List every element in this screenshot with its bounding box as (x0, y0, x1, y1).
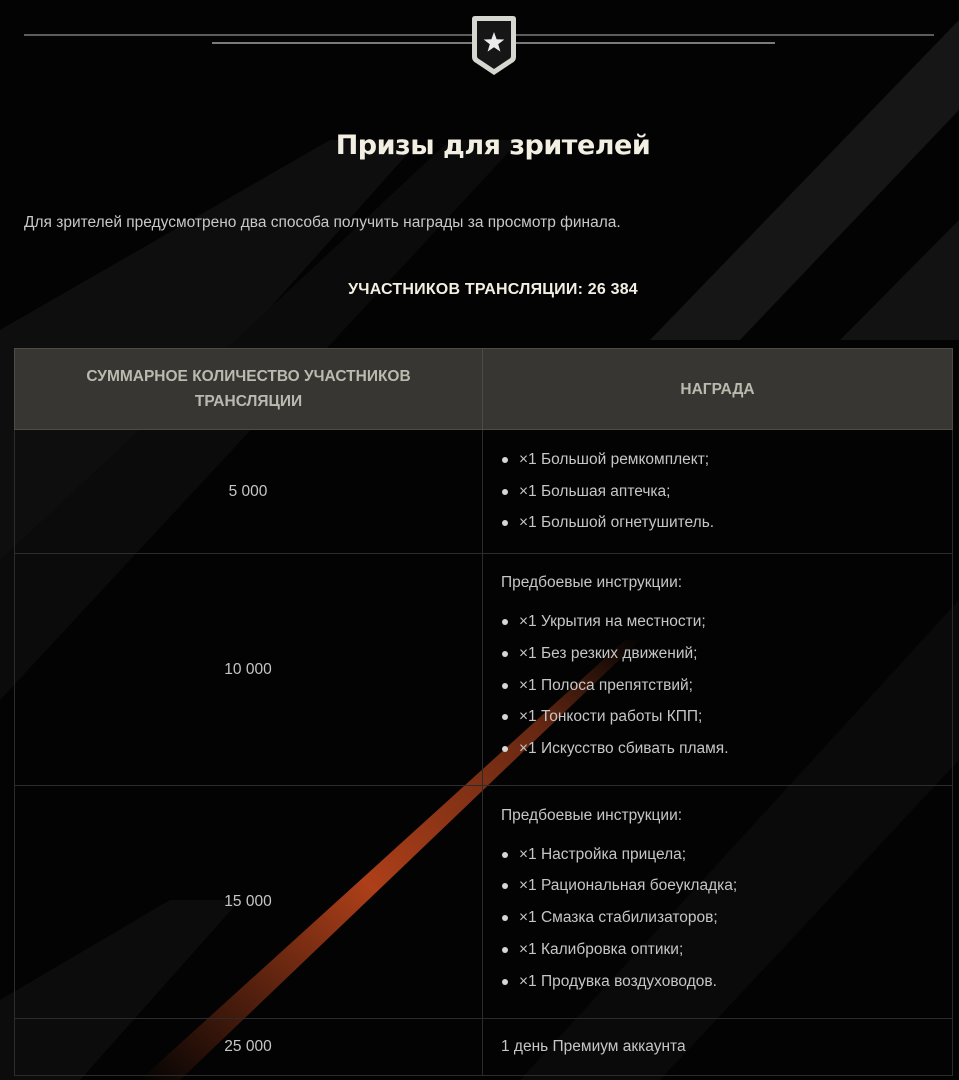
list-item: ×1 Продувка воздуховодов. (501, 966, 934, 998)
intro-text: Для зрителей предусмотрено два способа получить награды за просмотр финала. (24, 214, 621, 231)
list-item: ×1 Калибровка оптики; (501, 934, 934, 966)
page-title: Призы для зрителей (335, 130, 651, 161)
threshold-cell: 25 000 (15, 1019, 483, 1076)
table-row (15, 554, 953, 786)
reward-cell (483, 786, 953, 1019)
reward-title: Предбоевые инструкции: (501, 574, 683, 592)
list-item: ×1 Смазка стабилизаторов; (501, 902, 934, 934)
reward-list (501, 444, 934, 539)
reward-cell (483, 554, 953, 786)
list-item: ×1 Укрытия на местности; (501, 606, 934, 638)
viewers-count: УЧАСТНИКОВ ТРАНСЛЯЦИИ: 26 384 (348, 281, 638, 298)
list-item: ×1 Полоса препятствий; (501, 670, 934, 702)
table-row (15, 1019, 953, 1076)
threshold-cell: 15 000 (15, 786, 483, 1019)
threshold-cell: 10 000 (15, 554, 483, 786)
reward-cell: 1 день Премиум аккаунта (483, 1019, 953, 1076)
list-item: ×1 Большая аптечка; (501, 476, 934, 508)
list-item: ×1 Тонкости работы КПП; (501, 701, 934, 733)
list-item: ×1 Рациональная боеукладка; (501, 870, 934, 902)
list-item: ×1 Искусство сбивать пламя. (501, 733, 934, 765)
column-header-reward: НАГРАДА (483, 349, 953, 430)
reward-list (501, 839, 934, 998)
star-shield-icon (468, 13, 520, 79)
reward-cell (483, 430, 953, 554)
table-row (15, 430, 953, 554)
list-item: ×1 Без резких движений; (501, 638, 934, 670)
reward-title: Предбоевые инструкции: (501, 806, 683, 824)
prizes-table (14, 348, 953, 1076)
table-row (15, 786, 953, 1019)
reward-list (501, 606, 934, 765)
list-item: ×1 Большой ремкомплект; (501, 444, 934, 476)
column-header-threshold: СУММАРНОЕ КОЛИЧЕСТВО УЧАСТНИКОВ ТРАНСЛЯЦИИ (15, 349, 483, 430)
table-header-row (15, 349, 953, 430)
list-item: ×1 Большой огнетушитель. (501, 507, 934, 539)
threshold-cell: 5 000 (15, 430, 483, 554)
list-item: ×1 Настройка прицела; (501, 839, 934, 871)
